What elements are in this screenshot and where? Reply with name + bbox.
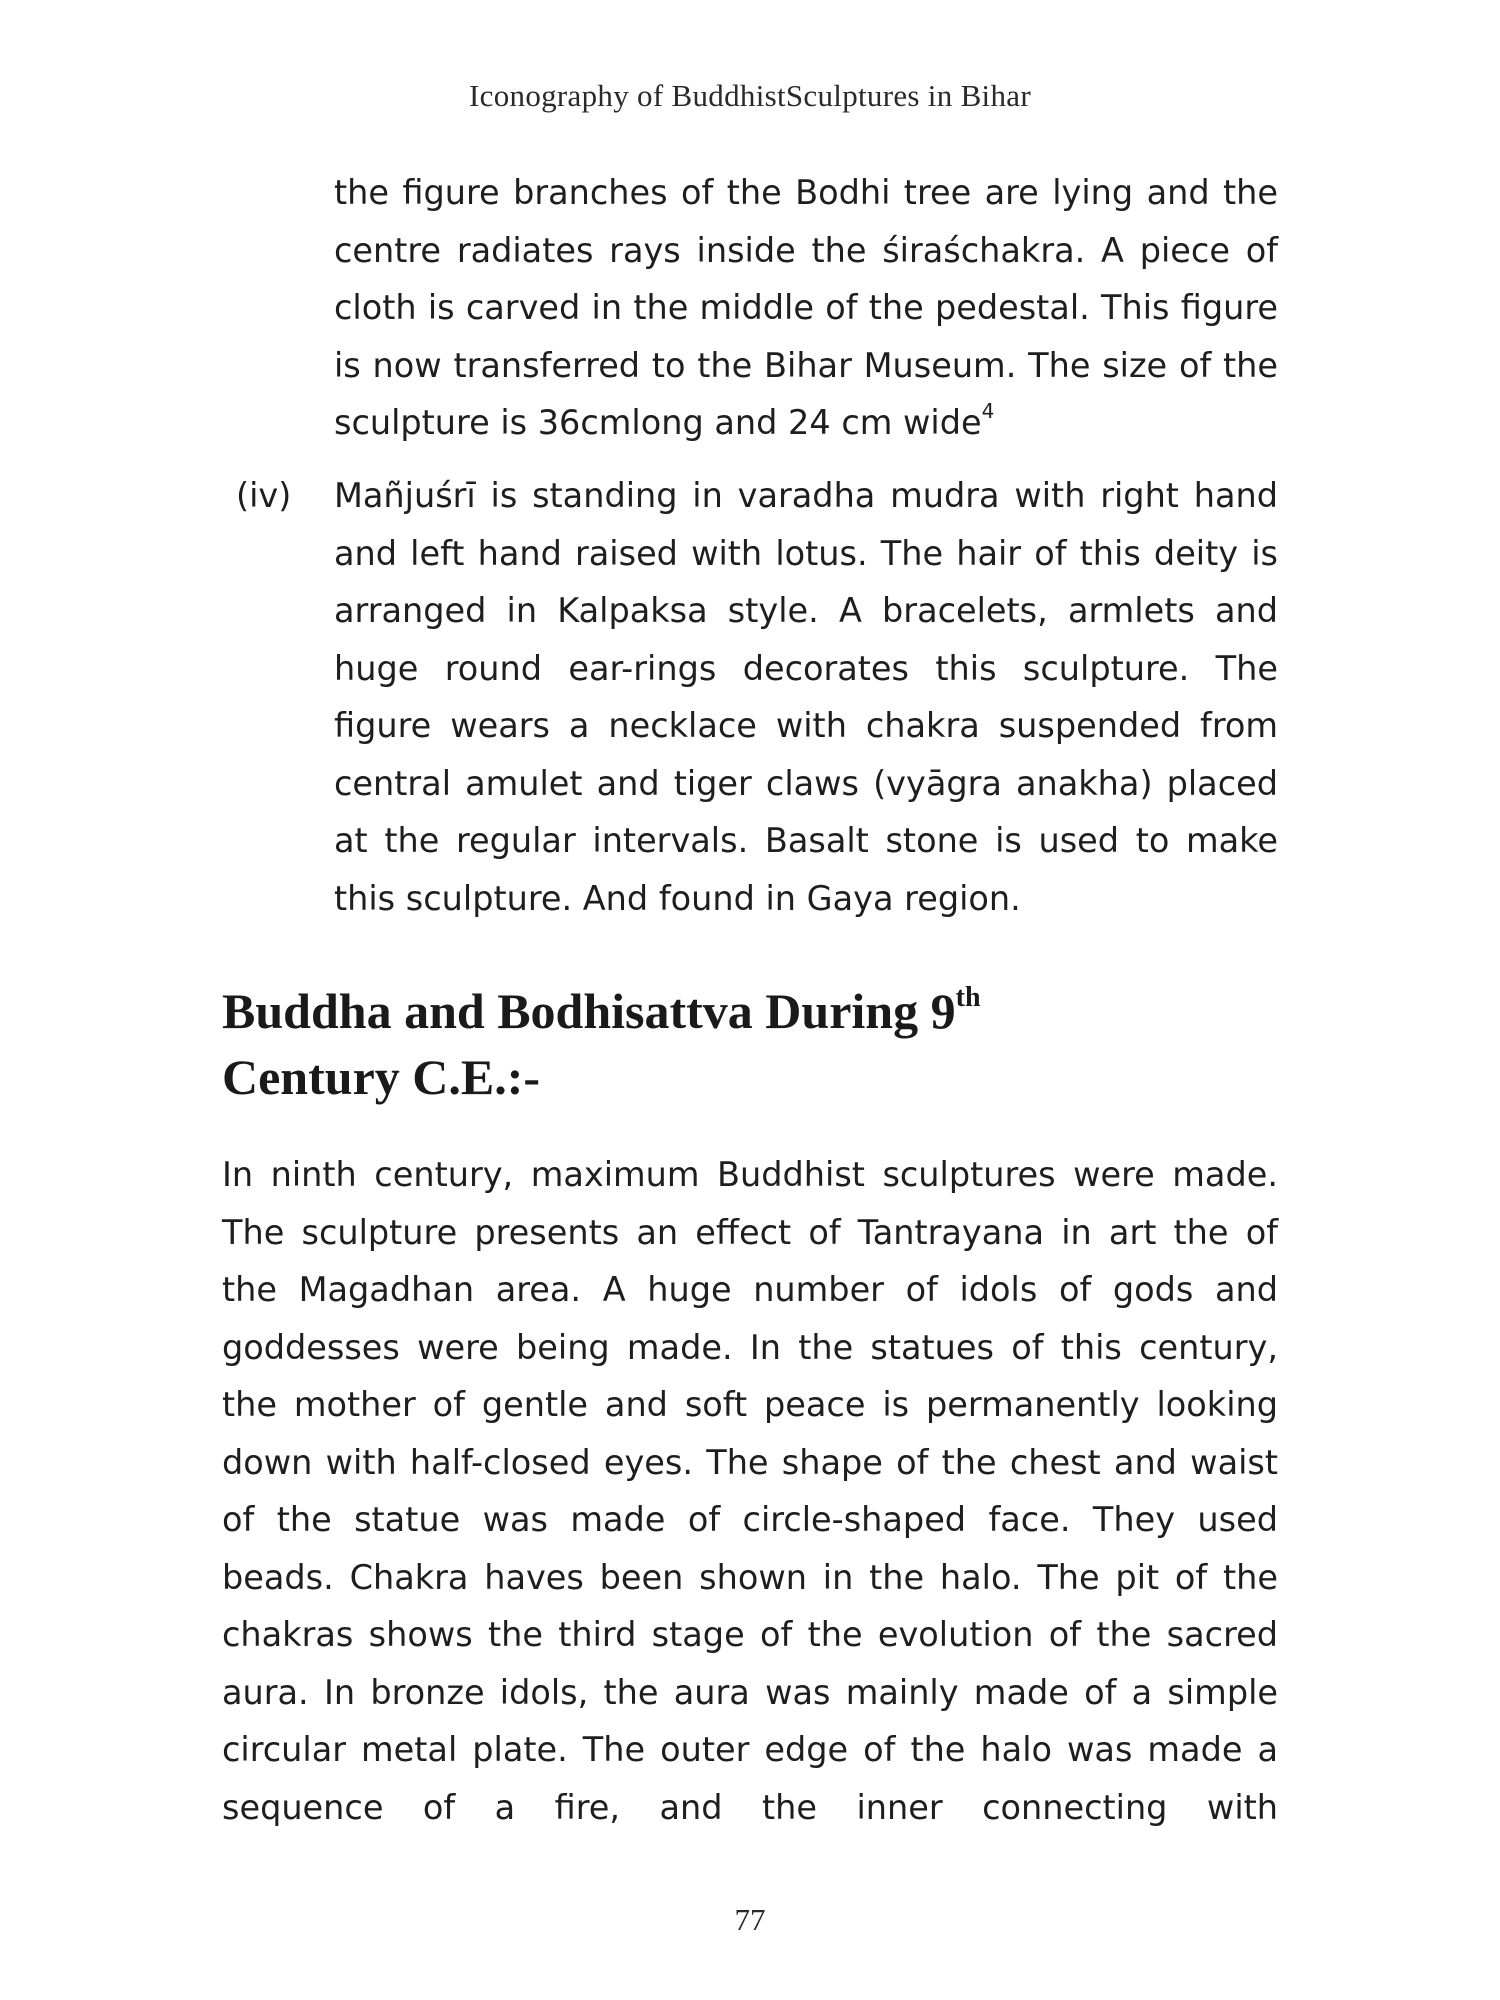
body-paragraph-text: In ninth century, maximum Buddhist sculptures were made. The sculpture presents an effect of Tantrayana in art the of the Magadhan area. A huge number of idols of gods and goddesses were being made. In the statues of this century, the mother of gentle and soft peace is permanently looking down with half-closed eyes. The shape of the chest and waist of the statue was made of circle-shaped face. They used beads. Chakra haves been shown in the halo. The pit of the chakras shows the third stage of the evolution of the sacred aura. In bronze idols, the aura was mainly made of a simple circular metal plate. The outer edge of the halo was made a sequence of a fire, and the inner connecting with xyxy=(222,1155,1278,1827)
list-item-iv xyxy=(236,467,1278,927)
section-heading xyxy=(222,978,1282,1110)
footnote-marker: 4 xyxy=(981,399,995,423)
running-head: Iconography of BuddhistSculptures in Bihar xyxy=(469,78,1031,113)
continued-item-text xyxy=(334,164,1278,452)
list-marker: (iv) xyxy=(236,476,292,515)
section-heading-superscript: th xyxy=(955,982,981,1013)
section-heading-line2: Century C.E.:- xyxy=(222,1049,541,1105)
body-paragraph xyxy=(222,1146,1278,1836)
page-number: 77 xyxy=(734,1902,766,1937)
continued-item-body: the figure branches of the Bodhi tree are lying and the centre radiates rays inside the śiraśchakra. A piece of cloth is carved in the middle of the pedestal. This figure is now transferred to the Bihar Museum. The size of the sculpture is 36cmlong and 24 cm wide xyxy=(334,173,1278,442)
list-item-body: Mañjuśrī is standing in varadha mudra with right hand and left hand raised with lotus. The hair of this deity is arranged in Kalpaksa style. A bracelets, armlets and huge round ear-rings decorates this sculpture. The figure wears a necklace with chakra suspended from central amulet and tiger claws (vyāgra anakha) placed at the regular intervals. Basalt stone is used to make this sculpture. And found in Gaya region. xyxy=(334,476,1278,918)
section-heading-line1: Buddha and Bodhisattva During 9 xyxy=(222,983,956,1039)
